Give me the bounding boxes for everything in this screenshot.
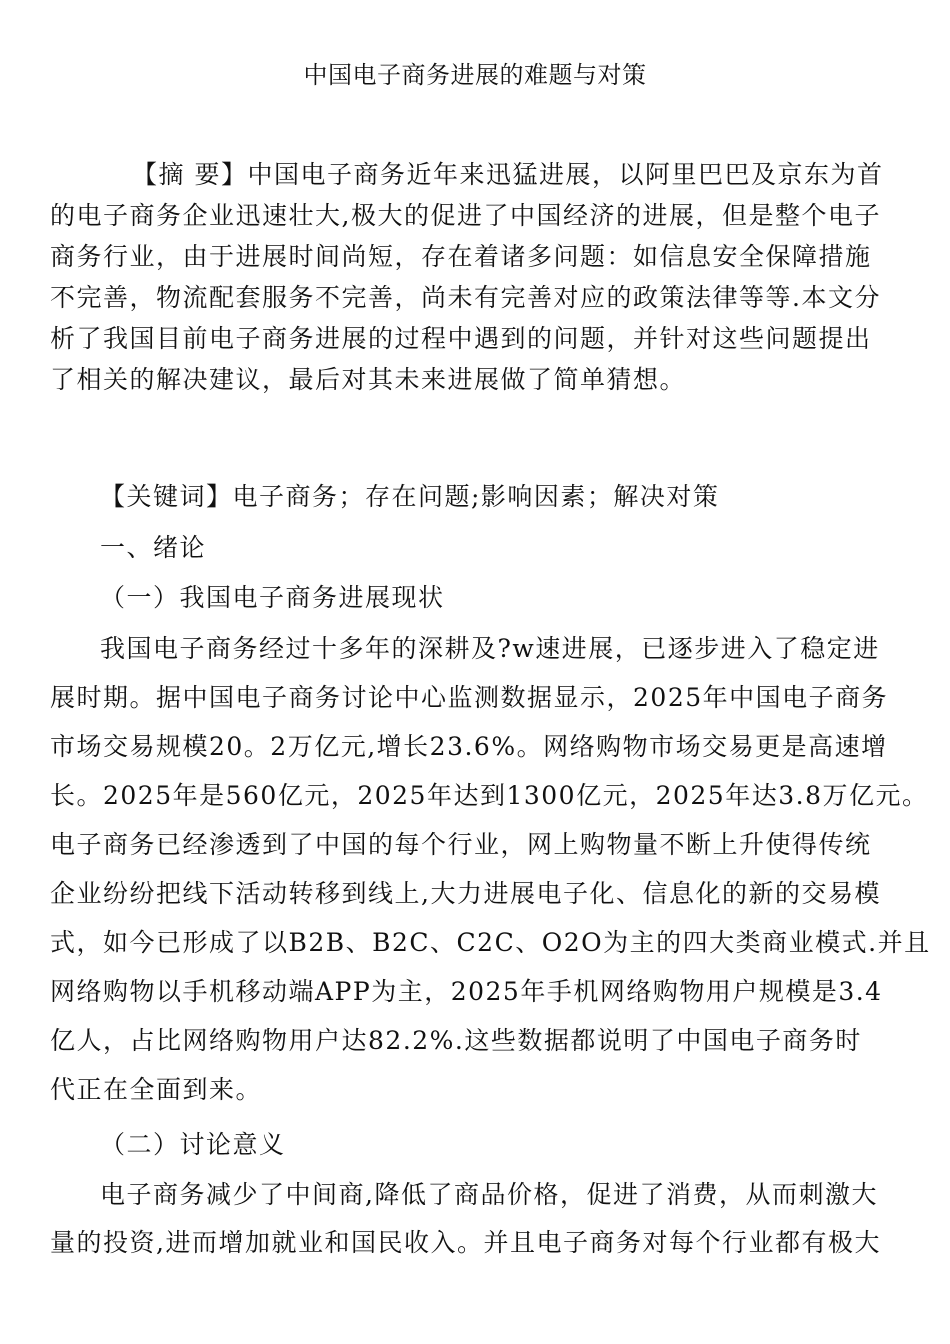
- abstract-line: 【摘 要】中国电子商务近年来迅猛进展，以阿里巴巴及京东为首: [132, 160, 884, 189]
- paragraph-line: 展时期。据中国电子商务讨论中心监测数据显示，2025年中国电子商务: [50, 683, 889, 712]
- abstract-line: 了相关的解决建议，最后对其未来进展做了简单猜想。: [50, 365, 687, 394]
- paragraph-line: 我国电子商务经过十多年的深耕及?w速进展，已逐步进入了稳定进: [100, 634, 880, 663]
- abstract-line: 析了我国目前电子商务进展的过程中遇到的问题，并针对这些问题提出: [50, 324, 872, 353]
- paragraph-line: 量的投资,进而增加就业和国民收入。并且电子商务对每个行业都有极大: [50, 1228, 881, 1257]
- paragraph-line: 亿人，占比网络购物用户达82.2%.这些数据都说明了中国电子商务时: [50, 1026, 862, 1055]
- keywords: 【关键词】电子商务；存在问题;影响因素；解决对策: [100, 482, 720, 511]
- document-title: 中国电子商务进展的难题与对策: [303, 61, 647, 89]
- abstract-line: 商务行业，由于进展时间尚短，存在着诸多问题：如信息安全保障措施: [50, 242, 872, 271]
- paragraph-line: 电子商务减少了中间商,降低了商品价格，促进了消费，从而刺激大: [100, 1180, 878, 1209]
- paragraph-line: 代正在全面到来。: [50, 1075, 263, 1104]
- paragraph-line: 电子商务已经渗透到了中国的每个行业，网上购物量不断上升使得传统: [50, 830, 872, 859]
- subsection-heading: （一）我国电子商务进展现状: [100, 583, 445, 612]
- paragraph-line: 企业纷纷把线下活动转移到线上,大力进展电子化、信息化的新的交易模: [50, 879, 881, 908]
- section-heading: 一、绪论: [100, 533, 207, 562]
- abstract-line: 不完善，物流配套服务不完善，尚未有完善对应的政策法律等等.本文分: [50, 283, 881, 312]
- paragraph-line: 网络购物以手机移动端APP为主，2025年手机网络购物用户规模是3.4: [50, 977, 883, 1006]
- subsection-heading: （二）讨论意义: [100, 1130, 286, 1159]
- paragraph-line: 长。2025年是560亿元，2025年达到1300亿元，2025年达3.8万亿元。: [50, 781, 929, 810]
- paragraph-line: 市场交易规模20。2万亿元,增长23.6%。网络购物市场交易更是高速增: [50, 732, 888, 761]
- paragraph-line: 式，如今已形成了以B2B、B2C、C2C、O2O为主的四大类商业模式.并且: [50, 928, 931, 957]
- abstract-line: 的电子商务企业迅速壮大,极大的促进了中国经济的进展，但是整个电子: [50, 201, 881, 230]
